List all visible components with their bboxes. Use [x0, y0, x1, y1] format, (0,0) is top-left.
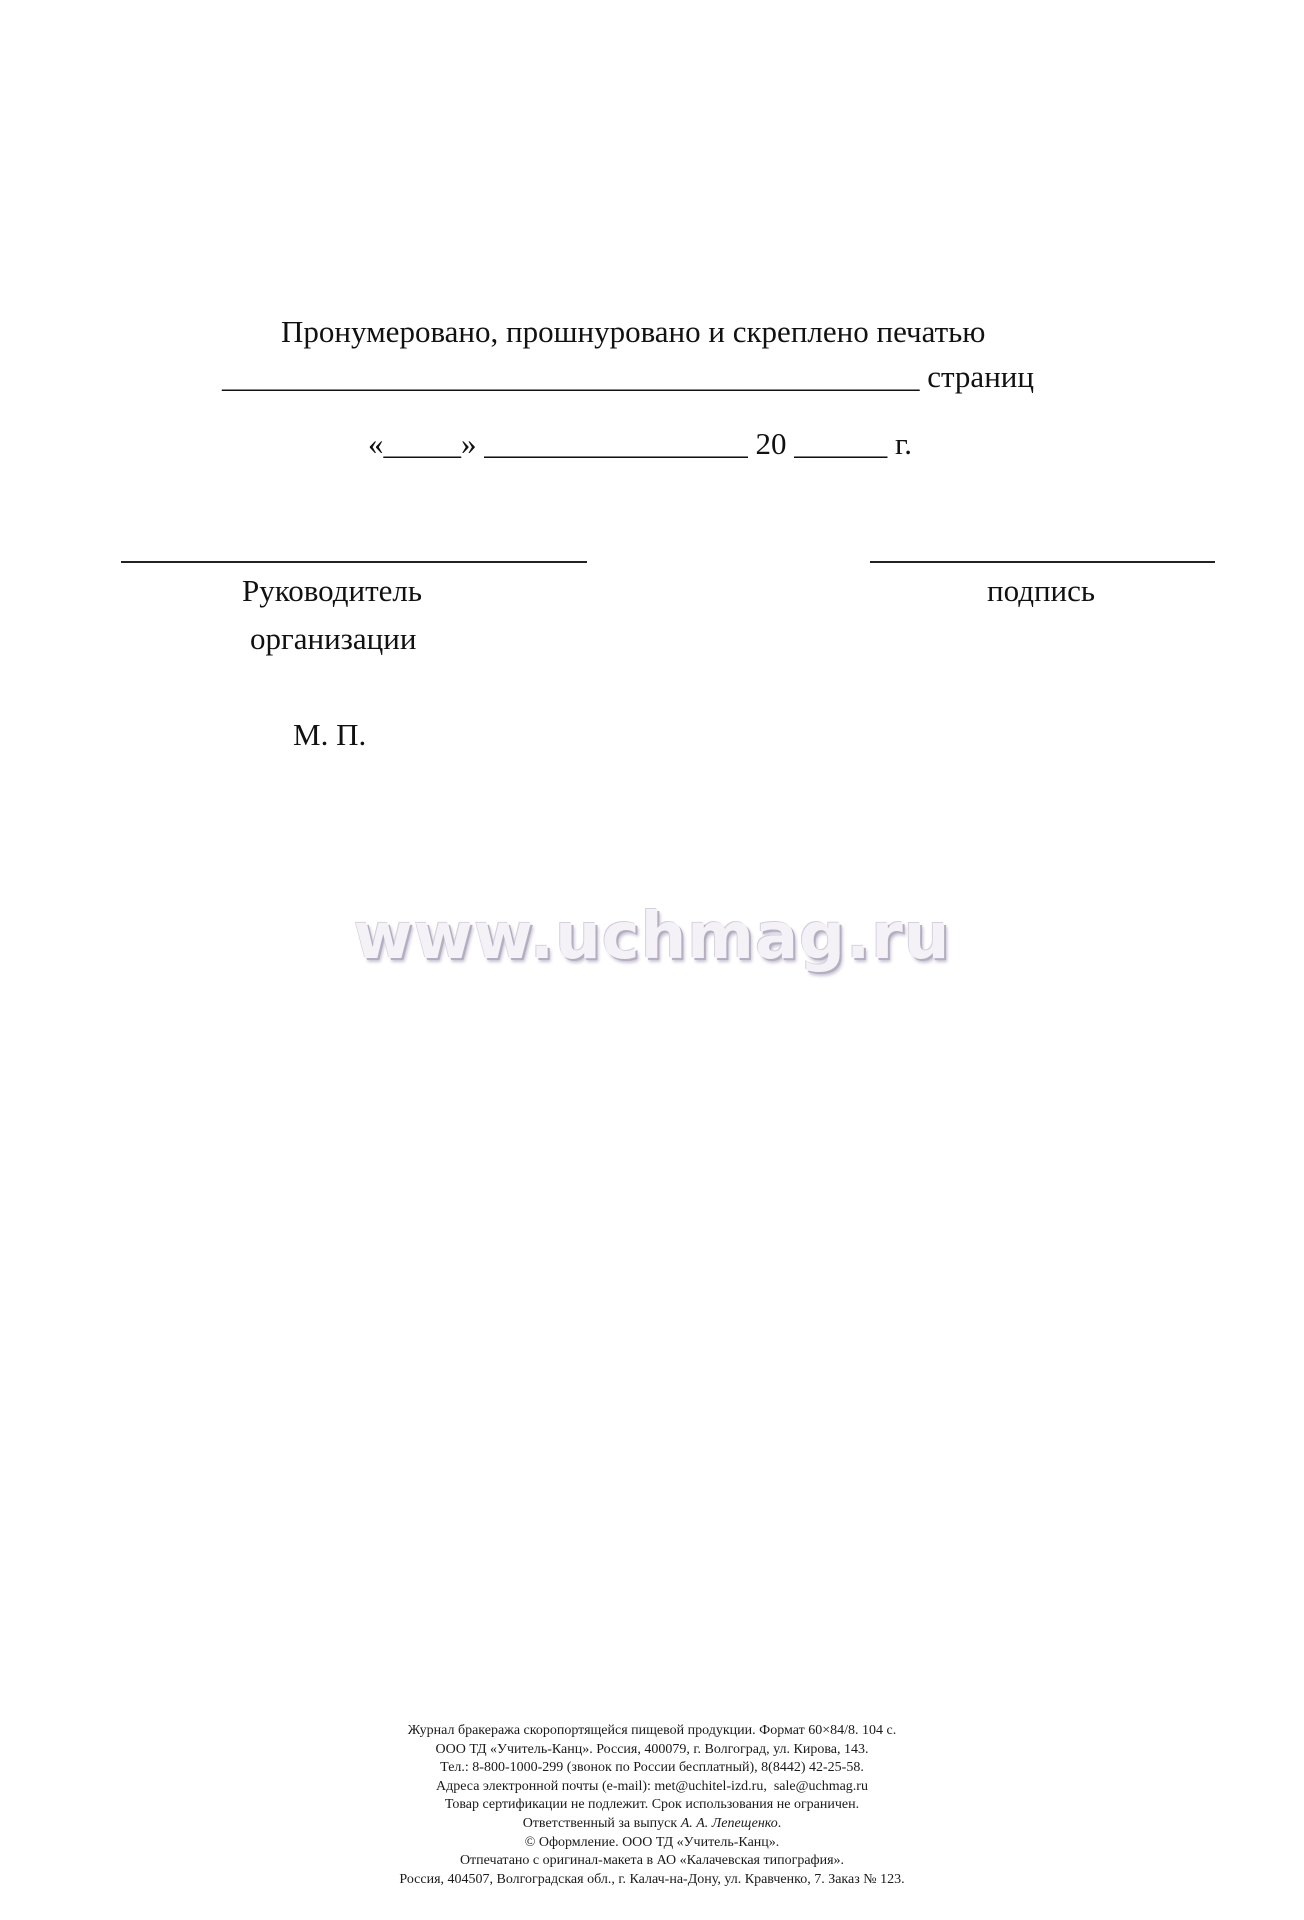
responsible-suffix: .	[777, 1815, 782, 1831]
watermark: www.uchmag.ru	[353, 900, 951, 974]
responsible-prefix: Ответственный за выпуск	[522, 1815, 681, 1831]
imprint-footer	[0, 1722, 1304, 1889]
signature-label: подпись	[987, 573, 1096, 608]
imprint-line-printer-address: Россия, 404507, Волгоградская обл., г. Калач-на-Дону, ул. Кравченко, 7. Заказ № 123.	[399, 1871, 905, 1887]
pages-count-line: _____________________________________________ страниц	[222, 359, 1034, 394]
stamp-place-label: М. П.	[293, 717, 367, 752]
signature-rule	[870, 561, 1215, 563]
imprint-line-title: Журнал бракеража скоропортящейся пищевой продукции. Формат 60×84/8. 104 с.	[407, 1723, 897, 1738]
imprint-line-printer: Отпечатано с оригинал-макета в АО «Калачевская типография».	[459, 1853, 845, 1869]
date-line: «_____» _________________ 20 ______ г.	[368, 426, 912, 461]
imprint-line-publisher: ООО ТД «Учитель-Канц». Россия, 400079, г. Волгоград, ул. Кирова, 143.	[435, 1741, 869, 1757]
imprint-line-copyright: © Оформление. ООО ТД «Учитель-Канц».	[524, 1834, 780, 1850]
imprint-line-certification: Товар сертификации не подлежит. Срок использования не ограничен.	[444, 1797, 860, 1813]
manager-label-line1: Руководитель	[242, 573, 423, 608]
responsible-name: А. А. Лепещенко	[680, 1815, 778, 1831]
manager-label-line2: организации	[250, 621, 417, 656]
imprint-line-responsible	[0, 1815, 1304, 1834]
imprint-line-phone: Тел.: 8-800-1000-299 (звонок по России бесплатный), 8(8442) 42-25-58.	[440, 1760, 864, 1776]
imprint-line-email: Адреса электронной почты (e-mail): met@uchitel-izd.ru, sale@uchmag.ru	[436, 1778, 868, 1794]
certification-title: Пронумеровано, прошнуровано и скреплено печатью	[281, 314, 986, 349]
manager-name-rule	[121, 561, 587, 563]
